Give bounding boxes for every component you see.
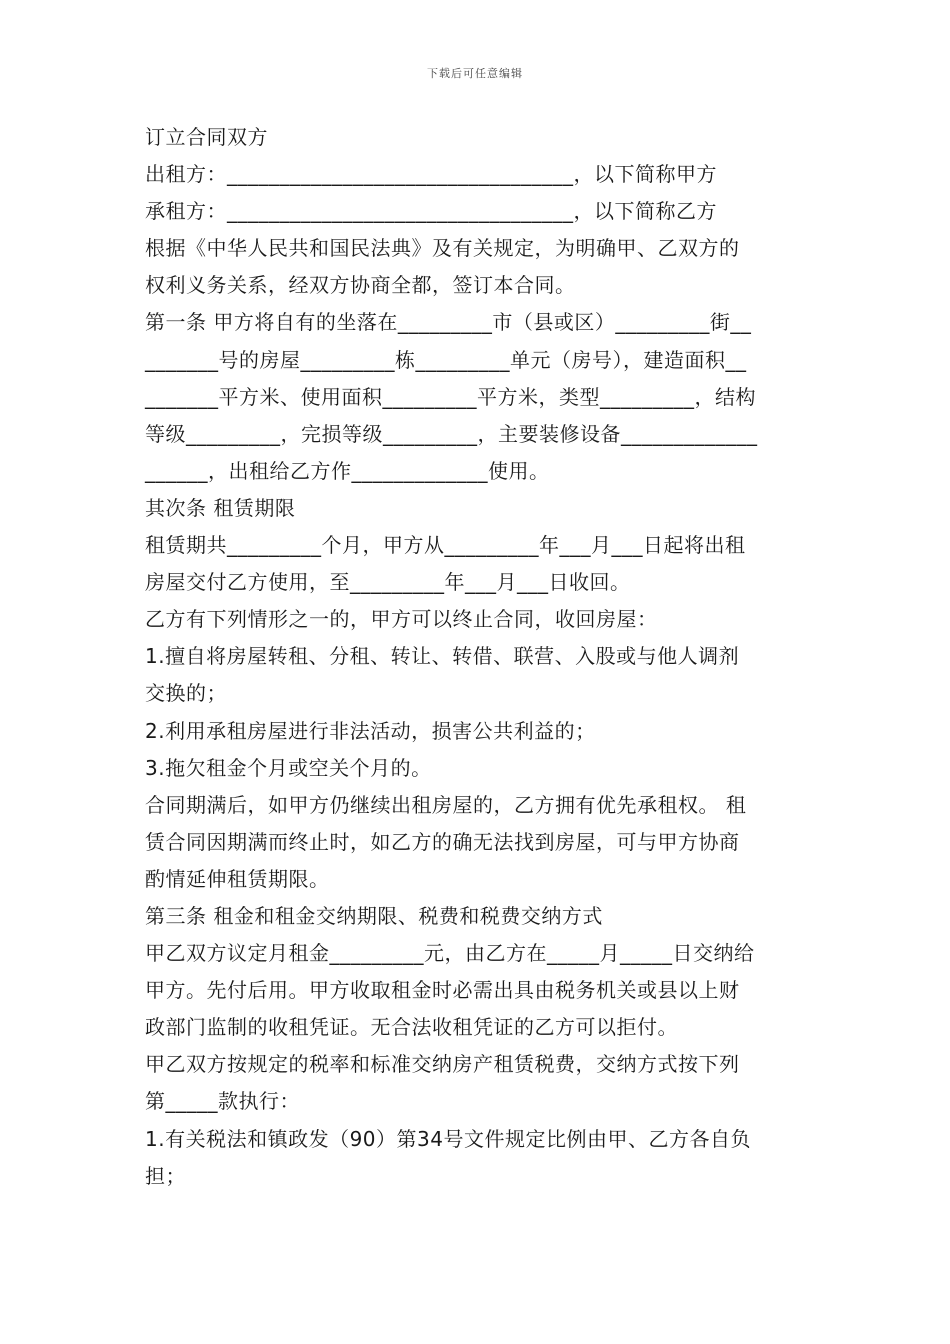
text-line: 合同期满后，如甲方仍继续出租房屋的，乙方拥有优先承租权。 租 [145,792,747,817]
page-header-note: 下载后可任意编辑 [427,67,523,80]
text-line: 2.利用承租房屋进行非法活动，损害公共利益的； [145,718,596,743]
text-line: 房屋交付乙方使用，至_________年___月___日收回。 [145,570,631,595]
text-line: 承租方：_________________________________，以下简称乙方 [145,199,717,224]
text-line: _______号的房屋_________栋_________单元（房号），建造面积__ [145,347,747,372]
text-line: 第一条 甲方将自有的坐落在_________市（县或区）_________街__ [145,310,752,335]
text-line: 租赁期共_________个月，甲方从_________年___月___日起将出租 [145,533,746,558]
text-line: 订立合同双方 [145,125,268,149]
text-line: 等级_________，完损等级_________，主要装修设备_____________ [145,421,758,446]
text-line: 甲乙双方按规定的税率和标准交纳房产租赁税费，交纳方式按下列 [145,1052,740,1077]
text-line: 交换的； [145,681,227,706]
text-line: 第_____款执行： [145,1089,300,1114]
contract-body [145,119,825,1195]
text-line: 出租方：_________________________________，以下简称甲方 [145,162,717,187]
text-line: 根据《中华人民共和国民法典》及有关规定，为明确甲、乙双方的 [145,236,740,261]
text-line: _______平方米、使用面积_________平方米，类型_________，结构 [145,384,756,409]
text-line: 其次条 租赁期限 [145,495,296,520]
text-line: 1.有关税法和镇政发（90）第34号文件规定比例由甲、乙方各自负 [145,1126,751,1151]
text-line: 酌情延伸租赁期限。 [145,866,330,891]
text-line: ______，出租给乙方作_____________使用。 [145,458,550,483]
text-line: 赁合同因期满而终止时，如乙方的确无法找到房屋，可与甲方协商 [145,829,740,854]
text-line: 甲乙双方议定月租金_________元，由乙方在_____月_____日交纳给 [145,941,755,966]
text-line: 权利义务关系，经双方协商全都，签订本合同。 [145,273,576,298]
text-line: 第三条 租金和租金交纳期限、税费和税费交纳方式 [145,903,603,928]
text-line: 1.擅自将房屋转租、分租、转让、转借、联营、入股或与他人调剂 [145,644,740,669]
text-line: 担； [145,1163,186,1188]
text-line: 甲方。先付后用。甲方收取租金时必需出具由税务机关或县以上财 [145,978,740,1003]
text-line: 乙方有下列情形之一的，甲方可以终止合同，收回房屋： [145,607,658,632]
text-line: 政部门监制的收租凭证。无合法收租凭证的乙方可以拒付。 [145,1015,678,1040]
text-line: 3.拖欠租金个月或空关个月的。 [145,755,432,780]
